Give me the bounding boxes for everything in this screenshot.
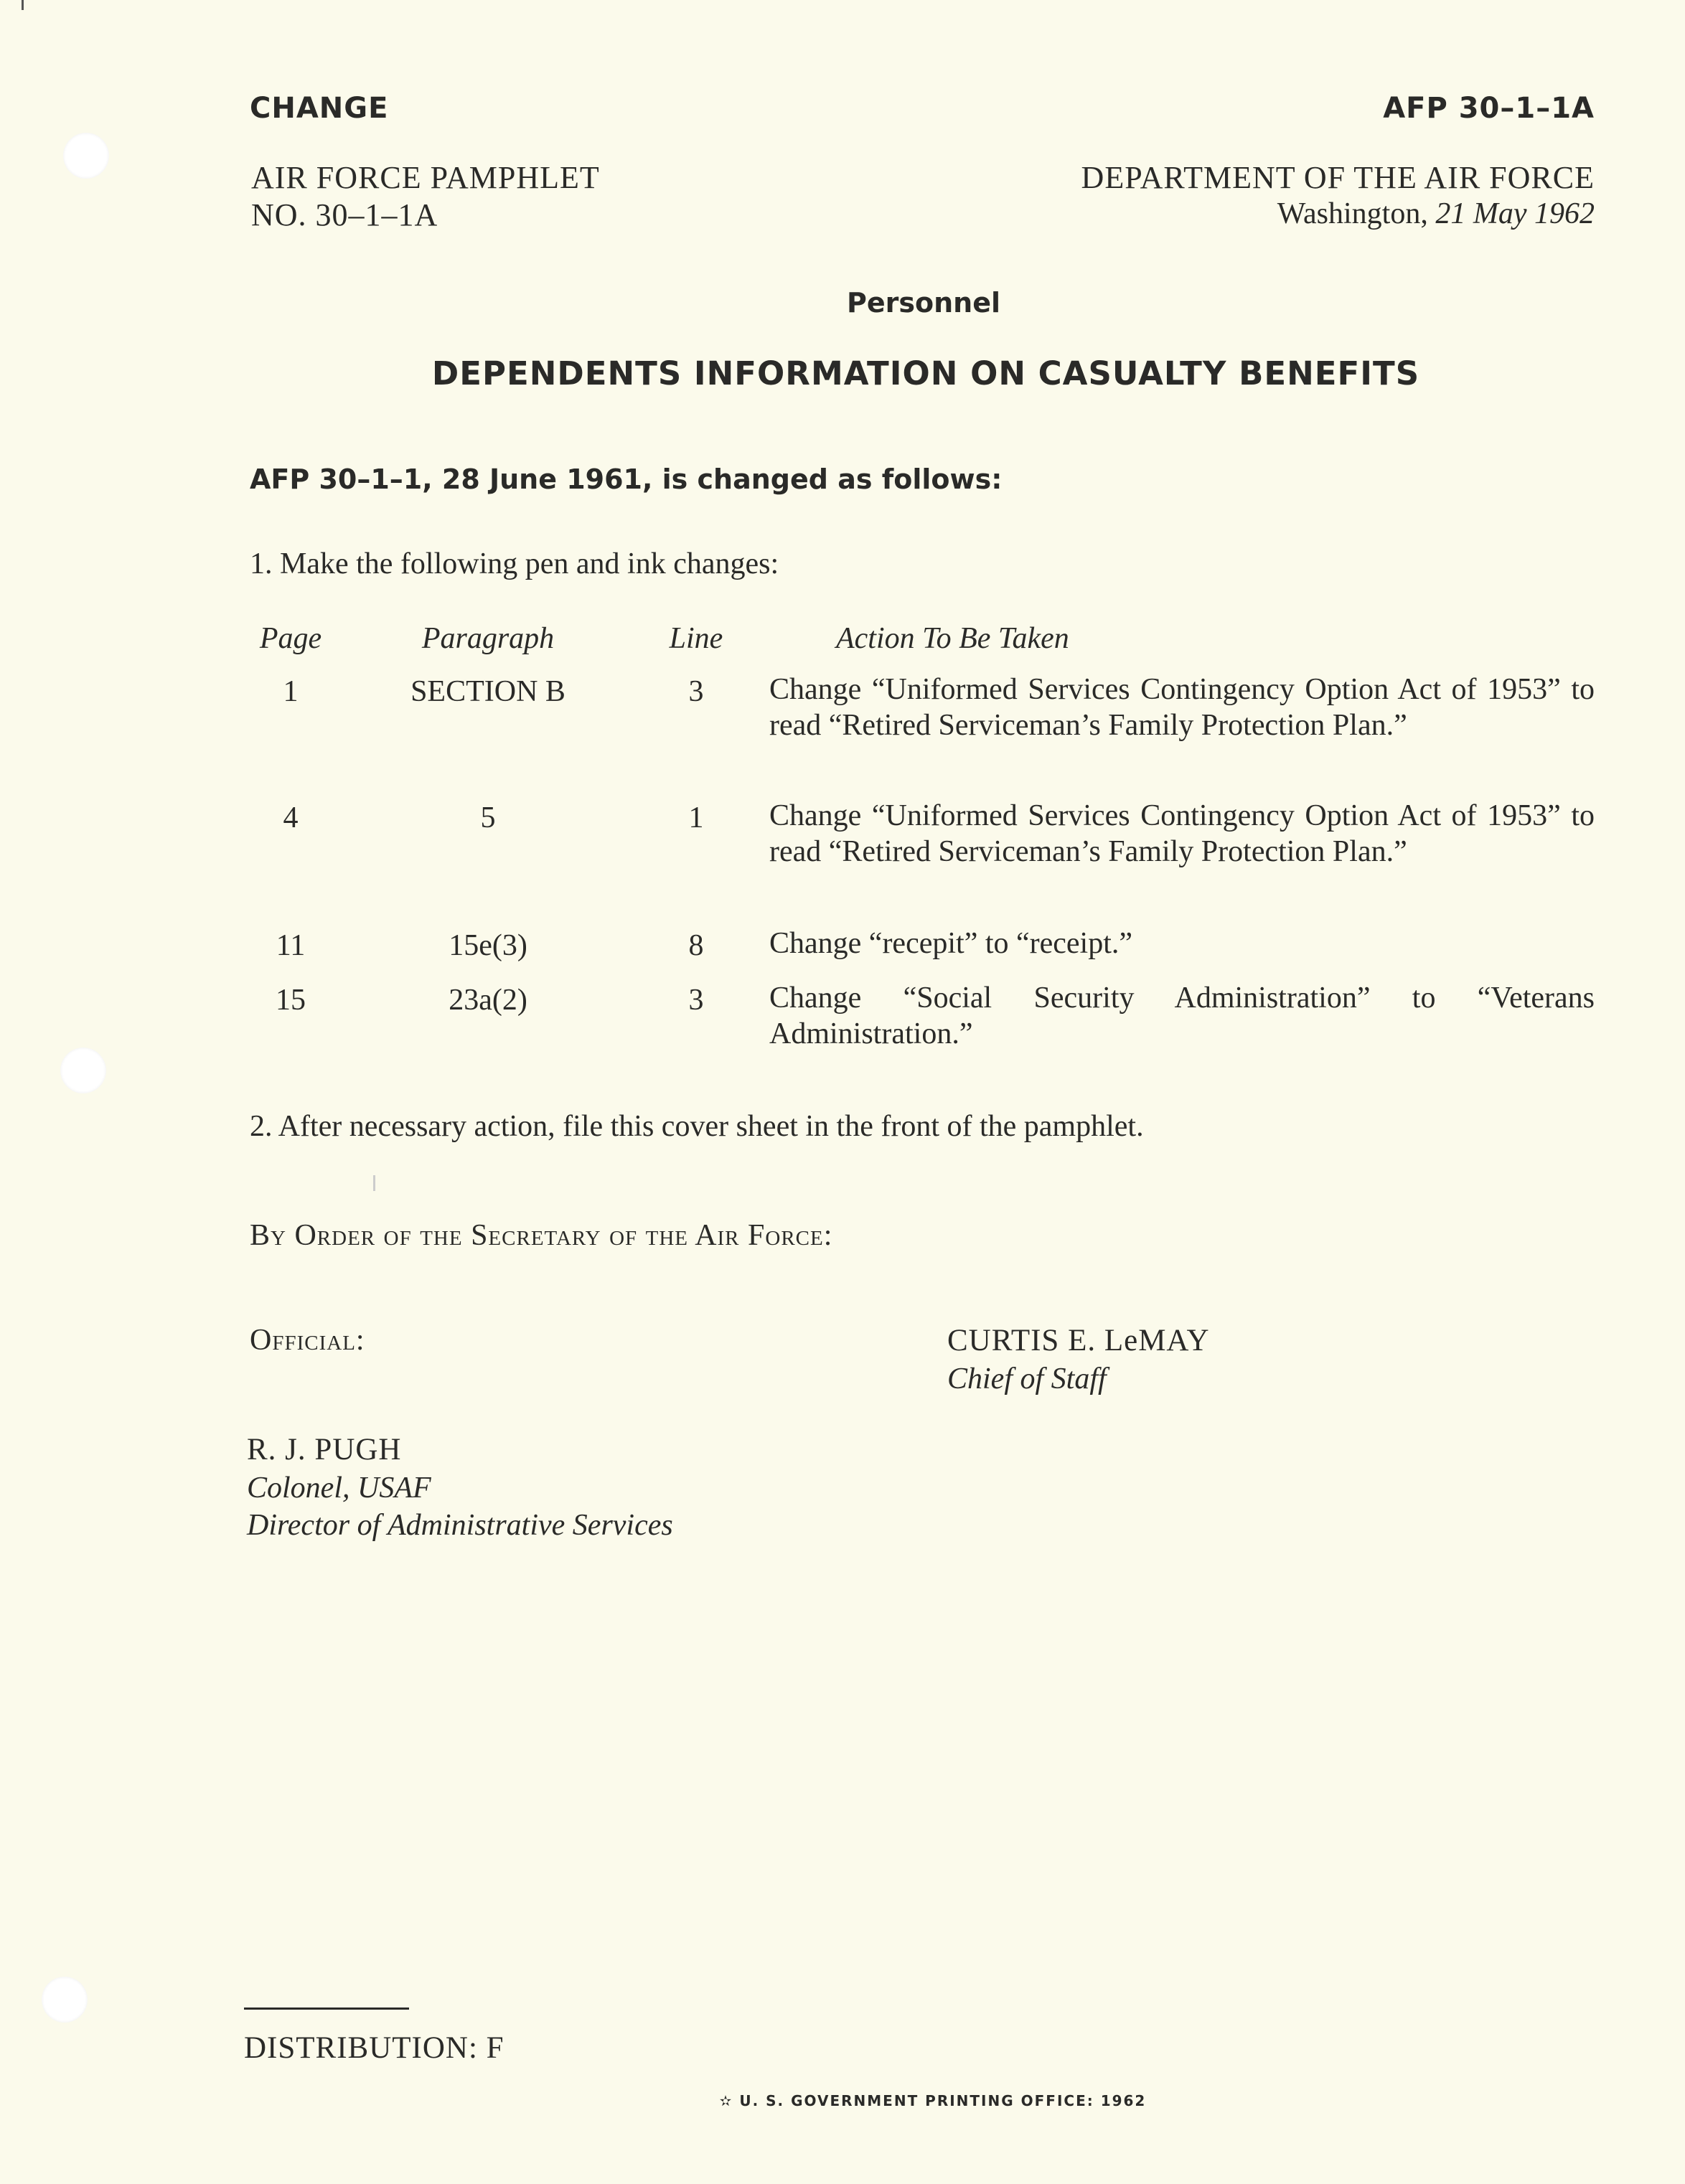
cell-line: 1 — [688, 801, 704, 834]
location-date — [933, 197, 1595, 231]
date: 21 May 1962 — [1435, 197, 1595, 230]
cell-action: Change “Uniformed Services Contingency Option Act of 1953” to read “Retired Serviceman’s Family Protection Plan.” — [769, 673, 1595, 742]
cell-paragraph: 23a(2) — [449, 984, 527, 1017]
item-2: 2. After necessary action, file this cover sheet in the front of the pamphlet. — [250, 1110, 1144, 1143]
cell-page: 15 — [276, 984, 306, 1017]
punch-hole-top — [63, 133, 109, 179]
location: Washington, — [1277, 197, 1428, 230]
official-title: Director of Administrative Services — [247, 1509, 673, 1542]
official-rank: Colonel, USAF — [247, 1472, 431, 1505]
distribution-rule — [244, 2008, 409, 2010]
header-line: Line — [669, 622, 723, 655]
cell-page: 1 — [283, 675, 299, 708]
cell-line: 3 — [688, 984, 704, 1017]
cell-paragraph: SECTION B — [410, 675, 565, 708]
cell-page: 4 — [283, 801, 299, 834]
stray-mark — [373, 1175, 375, 1191]
pamphlet-title: AIR FORCE PAMPHLET — [251, 160, 600, 195]
cell-action: Change “Social Security Administration” to “Veterans Administration.” — [769, 982, 1595, 1050]
cell-line: 8 — [688, 929, 704, 962]
official-name: R. J. PUGH — [247, 1433, 402, 1467]
pamphlet-number: NO. 30–1–1A — [251, 197, 438, 232]
official-label: Official: — [250, 1324, 365, 1357]
punch-hole-middle — [60, 1048, 106, 1093]
by-order: By Order of the Secretary of the Air Force: — [250, 1219, 833, 1252]
signatory-name: CURTIS E. LeMAY — [947, 1324, 1210, 1357]
change-label: CHANGE — [250, 92, 389, 125]
header-action: Action To Be Taken — [836, 622, 1069, 655]
department: DEPARTMENT OF THE AIR FORCE — [1081, 160, 1595, 195]
cell-page: 11 — [276, 929, 306, 962]
cell-paragraph: 15e(3) — [449, 929, 527, 962]
distribution: DISTRIBUTION: F — [244, 2031, 504, 2065]
cell-paragraph: 5 — [480, 801, 496, 834]
punch-hole-bottom — [42, 1977, 88, 2023]
intro-text: AFP 30–1–1, 28 June 1961, is changed as follows: — [250, 463, 1003, 495]
signatory-title: Chief of Staff — [947, 1362, 1107, 1395]
printer-imprint: ✫ U. S. GOVERNMENT PRINTING OFFICE: 1962 — [719, 2092, 1147, 2109]
doc-number: AFP 30–1–1A — [1383, 92, 1595, 125]
cell-line: 3 — [688, 675, 704, 708]
header-page: Page — [259, 622, 322, 655]
cell-action: Change “Uniformed Services Contingency Option Act of 1953” to read “Retired Serviceman’s Family Protection Plan.” — [769, 799, 1595, 868]
subject: Personnel — [847, 287, 1000, 319]
page-title: DEPENDENTS INFORMATION ON CASUALTY BENEFITS — [431, 354, 1420, 392]
cell-action: Change “recepit” to “receipt.” — [769, 927, 1133, 960]
margin-mark — [22, 0, 24, 10]
item-1: 1. Make the following pen and ink changes: — [250, 547, 779, 580]
header-paragraph: Paragraph — [421, 622, 555, 655]
